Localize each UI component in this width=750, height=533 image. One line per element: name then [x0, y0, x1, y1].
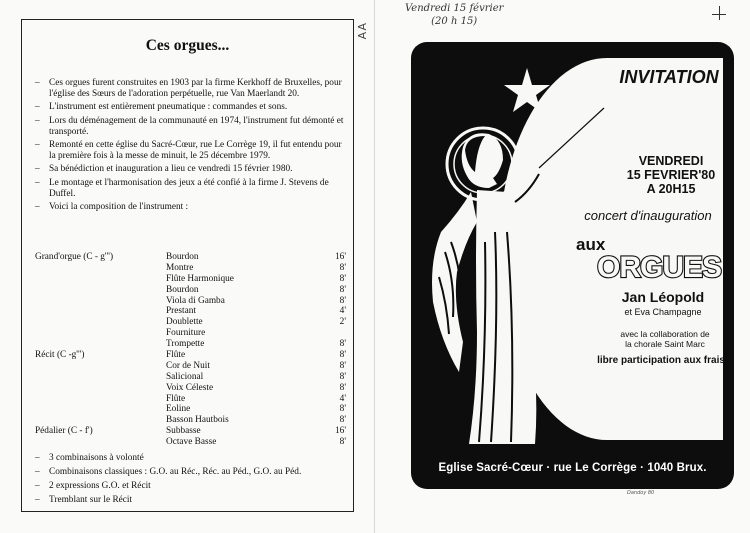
- list-item: – 2 expressions G.O. et Récit: [35, 480, 151, 491]
- stop-pitch: 8': [339, 273, 346, 284]
- list-item-text: Ces orgues furent construites en 1903 par la firme Kerkhoff de Bruxelles, pour l'église des Sœurs de l'adoration perpétuelle, rue Van Maerlandt 20.: [49, 78, 342, 99]
- handwritten-time: (20 h 15): [431, 16, 478, 27]
- stop-name: Eoline: [166, 404, 191, 415]
- collaboration-line: avec la collaboration de: [620, 329, 710, 339]
- choir-line: la chorale Saint Marc: [625, 339, 705, 349]
- stop-row: [35, 350, 349, 361]
- stop-pitch: 2': [339, 317, 346, 328]
- stop-row: [35, 394, 349, 405]
- stop-row: [35, 339, 349, 350]
- stop-pitch: 16': [335, 426, 346, 437]
- organ-composition-table: [35, 252, 349, 448]
- division-label: Pédalier (C - f'): [35, 426, 93, 437]
- list-item: – L'instrument est entièrement pneumatique : commandes et sons.: [35, 102, 288, 113]
- stop-row: [35, 426, 349, 437]
- stop-pitch: 8': [339, 437, 346, 448]
- list-item-text: Lors du déménagement de la communauté en 1974, l'instrument fut démonté et transporté.: [49, 115, 344, 137]
- list-item-text: L'instrument est entièrement pneumatique : commandes et sons.: [49, 102, 288, 113]
- list-item-text: Combinaisons classiques : G.O. au Réc., Réc. au Péd., G.O. au Péd.: [49, 466, 302, 477]
- list-item: – 3 combinaisons à volonté: [35, 453, 144, 463]
- stop-pitch: 4': [339, 393, 346, 404]
- performer-name: Jan Léopold: [621, 289, 705, 305]
- stop-pitch: 8': [339, 360, 346, 371]
- list-item: – Sa bénédiction et inauguration a lieu ce vendredi 15 février 1980.: [35, 164, 293, 175]
- page-title: Ces orgues...: [145, 37, 230, 54]
- stop-name: Flûte Harmonique: [166, 273, 234, 284]
- poster-artwork: [411, 42, 734, 489]
- margin-scribble: AA: [356, 22, 369, 40]
- stop-name: Octave Basse: [166, 437, 217, 448]
- stop-pitch: 4': [339, 306, 346, 317]
- list-item: – Ces orgues furent construites en 1903 par la firme Kerkhoff de Bruxelles, pour l'église des Sœurs de l'adoration perpétuelle, rue Van Maerlandt 20.: [35, 78, 342, 99]
- stop-pitch: 8': [339, 415, 346, 426]
- stop-name: Basson Hautbois: [166, 415, 229, 426]
- list-item: – Remonté en cette église du Sacré-Cœur, rue Le Corrège 19, il fut entendu pour la première fois à la messe de minuit, le 25 décembre 1979.: [35, 140, 342, 161]
- stop-name: Doublette: [166, 317, 203, 328]
- stop-row: [35, 252, 349, 263]
- stop-row: [35, 383, 349, 394]
- orgues-logo: ORGUES: [596, 251, 722, 284]
- handwritten-cross-mark: [712, 14, 726, 15]
- stop-name: Bourdon: [166, 252, 199, 262]
- stop-row: [35, 296, 349, 307]
- stop-pitch: 8': [339, 262, 346, 273]
- list-item-text: 3 combinaisons à volonté: [49, 453, 144, 463]
- handwritten-cross-mark: [719, 6, 720, 20]
- handwritten-date: Vendredi 15 février: [405, 3, 504, 14]
- venue-address: Eglise Sacré-Cœur · rue Le Corrège · 1040 Brux.: [438, 462, 707, 474]
- stop-name: Voix Céleste: [166, 382, 214, 393]
- list-item-text: 2 expressions G.O. et Récit: [49, 480, 151, 491]
- list-item-text: Sa bénédiction et inauguration a lieu ce vendredi 15 février 1980.: [49, 164, 293, 175]
- list-item: – Le montage et l'harmonisation des jeux a été confié à la firme J. Stevens de Duffel.: [35, 177, 329, 199]
- stop-row: [35, 437, 349, 448]
- stop-name: Salicional: [166, 371, 204, 382]
- organ-description-frame: [21, 19, 354, 512]
- stop-pitch: 8': [339, 295, 346, 306]
- stop-name: Prestant: [166, 306, 196, 317]
- event-date-day: 15 FEVRIER'80: [626, 168, 716, 182]
- handwritten-note: [405, 2, 503, 28]
- artist-signature: Dandoy 80: [627, 490, 655, 496]
- participation-note: libre participation aux frais: [597, 355, 725, 366]
- stop-row: [35, 361, 349, 372]
- performer-guest: et Eva Champagne: [624, 307, 702, 317]
- stop-pitch: 8': [339, 350, 346, 361]
- stop-row: [35, 372, 349, 383]
- stop-name: Fourniture: [166, 328, 206, 339]
- list-item: – Lors du déménagement de la communauté en 1974, l'instrument fut démonté et transporté.: [35, 115, 344, 137]
- stop-name: Trompette: [166, 339, 205, 350]
- stop-name: Flûte: [166, 393, 186, 404]
- features-list: [35, 453, 349, 509]
- stop-row: [35, 404, 349, 415]
- division-label: Récit (C -g'''): [35, 350, 85, 361]
- aux-label: aux: [576, 235, 606, 254]
- event-date: [613, 154, 729, 196]
- concert-title: concert d'inauguration: [584, 208, 712, 223]
- list-item: – Voici la composition de l'instrument :: [35, 202, 189, 213]
- stop-row: [35, 274, 349, 285]
- stop-name: Bourdon: [166, 284, 199, 295]
- invitation-poster: [411, 42, 734, 489]
- list-item: – Combinaisons classiques : G.O. au Réc., Réc. au Péd., G.O. au Péd.: [35, 466, 302, 477]
- list-item-text: Tremblant sur le Récit: [49, 494, 133, 505]
- stop-name: Viola di Gamba: [166, 295, 225, 306]
- history-list: [35, 78, 349, 215]
- list-item-text: Le montage et l'harmonisation des jeux a été confié à la firme J. Stevens de Duffel.: [49, 177, 329, 199]
- stop-pitch: 8': [339, 404, 346, 415]
- stop-pitch: 8': [339, 284, 346, 295]
- list-item-text: Voici la composition de l'instrument :: [49, 202, 189, 213]
- stop-row: [35, 317, 349, 328]
- stop-pitch: 8': [339, 371, 346, 382]
- stop-pitch: 8': [339, 339, 346, 350]
- event-time: A 20H15: [646, 182, 696, 196]
- stop-name: Cor de Nuit: [166, 360, 210, 371]
- list-item: – Tremblant sur le Récit: [35, 494, 133, 505]
- angel-wing: [432, 192, 477, 372]
- stop-pitch: 16': [335, 252, 346, 262]
- stop-row: [35, 306, 349, 317]
- list-item-text: Remonté en cette église du Sacré-Cœur, rue Le Corrège 19, il fut entendu pour la première fois à la messe de minuit, le 25 décembre 1979.: [49, 140, 342, 161]
- stop-name: Subbasse: [166, 426, 201, 437]
- stop-row: [35, 263, 349, 274]
- stop-row: [35, 285, 349, 296]
- stop-row: [35, 415, 349, 426]
- stop-name: Montre: [166, 262, 194, 273]
- stop-row: [35, 328, 349, 339]
- division-label: Grand'orgue (C - g'''): [35, 252, 114, 262]
- stop-pitch: 8': [339, 382, 346, 393]
- event-weekday: VENDREDI: [638, 154, 704, 168]
- invitation-heading: INVITATION: [619, 67, 719, 87]
- stop-name: Flûte: [166, 350, 186, 361]
